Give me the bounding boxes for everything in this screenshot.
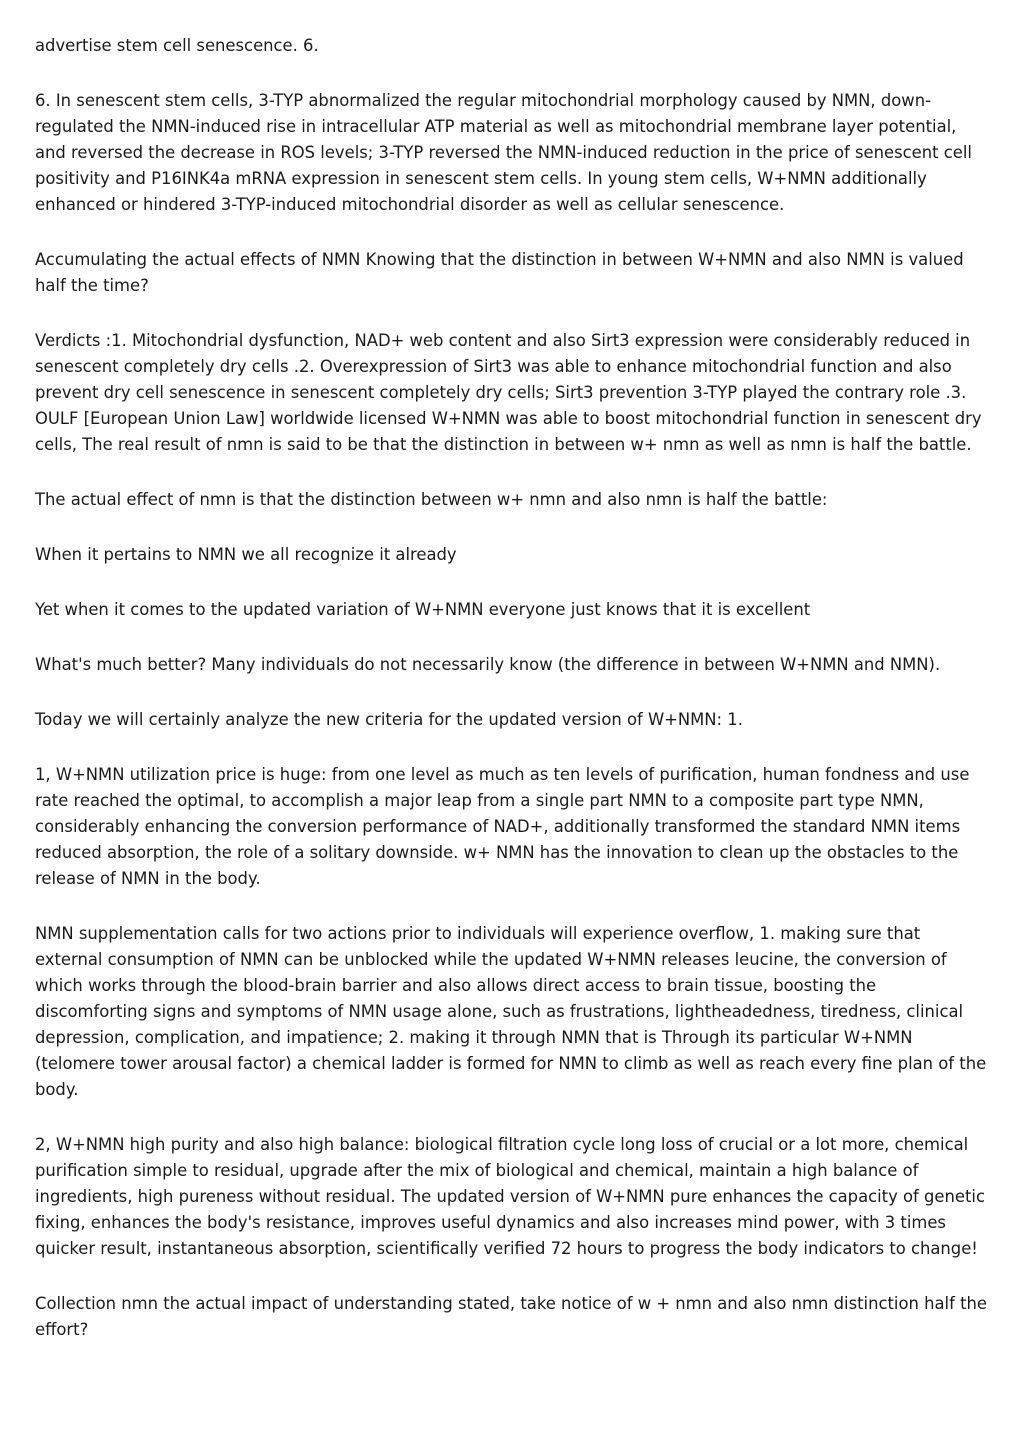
paragraph-2: 6. In senescent stem cells, 3-TYP abnormalized the regular mitochondrial morphology caused by NMN, down-regulated the NMN-induced rise in intracellular ATP material as well as mitochondrial membrane layer potential, and reversed the decrease in ROS levels; 3-TYP reversed the NMN-induced reduction in the price of senescent cell positivity and P16INK4a mRNA expression in senescent stem cells. In young stem cells, W+NMN additionally enhanced or hindered 3-TYP-induced mitochondrial disorder as well as cellular senescence. [35,91,972,214]
paragraph-8: What's much better? Many individuals do not necessarily know (the difference in between W+NMN and NMN). [35,655,941,674]
paragraph-12: 2, W+NMN high purity and also high balance: biological filtration cycle long loss of crucial or a lot more, chemical purification simple to residual, upgrade after the mix of biological and chemical, maintain a high balance of ingredients, high pureness without residual. The updated version of W+NMN pure enhances the capacity of genetic fixing, enhances the body's resistance, improves useful dynamics and also increases mind power, with 3 times quicker result, instantaneous absorption, scientifically verified 72 hours to progress the body indicators to change! [35,1135,985,1258]
paragraph-10: 1, W+NMN utilization price is huge: from one level as much as ten levels of purification, human fondness and use rate reached the optimal, to accomplish a major leap from a single part NMN to a composite part type NMN, considerably enhancing the conversion performance of NAD+, additionally transformed the standard NMN items reduced absorption, the role of a solitary downside. w+ NMN has the innovation to clean up the obstacles to the release of NMN in the body. [35,765,970,888]
paragraph-6: When it pertains to NMN we all recognize it already [35,545,457,564]
paragraph-7: Yet when it comes to the updated variation of W+NMN everyone just knows that it is excellent [35,600,811,619]
paragraph-13: Collection nmn the actual impact of understanding stated, take notice of w + nmn and also nmn distinction half the effort? [35,1294,987,1339]
document-body [35,33,990,1372]
paragraph-4: Verdicts :1. Mitochondrial dysfunction, NAD+ web content and also Sirt3 expression were considerably reduced in senescent completely dry cells .2. Overexpression of Sirt3 was able to enhance mitochondrial function and also prevent dry cell senescence in senescent completely dry cells; Sirt3 prevention 3-TYP played the contrary role .3. OULF [European Union Law] worldwide licensed W+NMN was able to boost mitochondrial function in senescent dry cells, The real result of nmn is said to be that the distinction in between w+ nmn as well as nmn is half the battle. [35,331,982,454]
paragraph-1: advertise stem cell senescence. 6. [35,36,319,55]
paragraph-9: Today we will certainly analyze the new criteria for the updated version of W+NMN: 1. [35,710,743,729]
paragraph-5: The actual effect of nmn is that the distinction between w+ nmn and also nmn is half the battle: [35,490,828,509]
paragraph-11: NMN supplementation calls for two actions prior to individuals will experience overflow, 1. making sure that external consumption of NMN can be unblocked while the updated W+NMN releases leucine, the conversion of which works through the blood-brain barrier and also allows direct access to brain tissue, boosting the discomforting signs and symptoms of NMN usage alone, such as frustrations, lightheadedness, tiredness, clinical depression, complication, and impatience; 2. making it through NMN that is Through its particular W+NMN (telomere tower arousal factor) a chemical ladder is formed for NMN to climb as well as reach every fine plan of the body. [35,924,987,1099]
paragraph-3: Accumulating the actual effects of NMN Knowing that the distinction in between W+NMN and also NMN is valued half the time? [35,250,964,295]
